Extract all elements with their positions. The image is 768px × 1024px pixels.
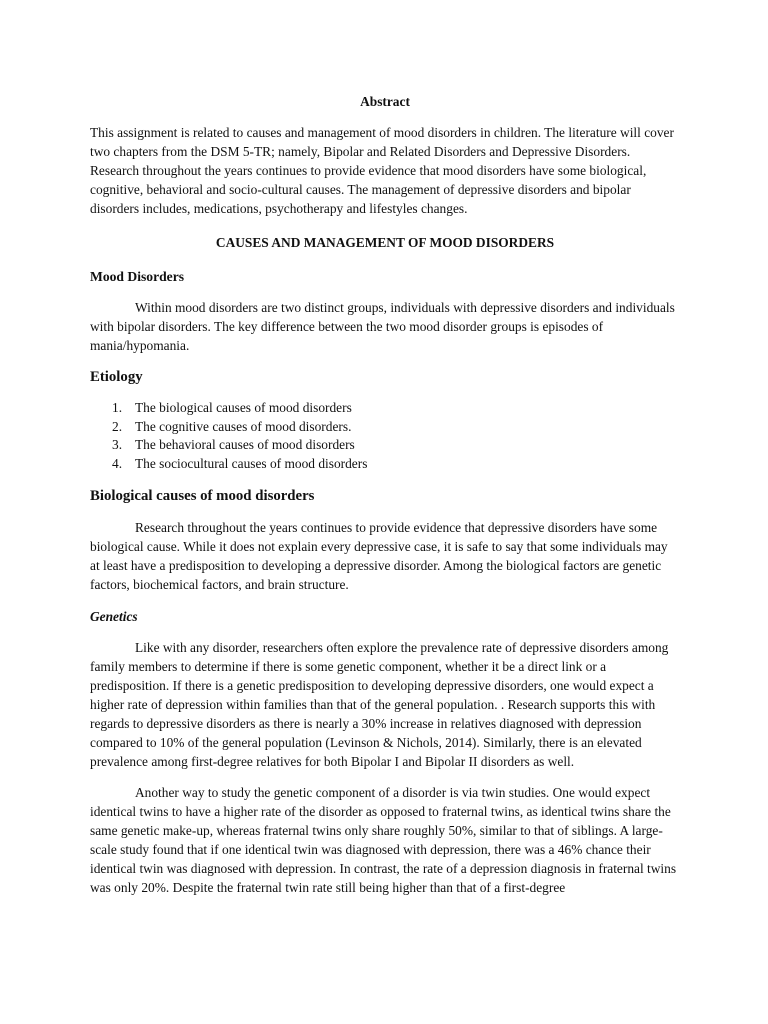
genetics-heading: Genetics — [90, 609, 138, 624]
list-item — [90, 418, 680, 437]
list-item-text: The cognitive causes of mood disorders. — [135, 418, 352, 434]
list-item — [90, 455, 680, 474]
list-item — [90, 436, 680, 455]
biological-heading: Biological causes of mood disorders — [90, 488, 315, 504]
etiology-list — [90, 399, 680, 473]
list-item-number: 4. — [112, 455, 123, 471]
list-item — [90, 399, 680, 418]
main-title: CAUSES AND MANAGEMENT OF MOOD DISORDERS — [215, 235, 555, 250]
list-item-text: The behavioral causes of mood disorders — [135, 437, 355, 452]
mood-disorders-heading: Mood Disorders — [90, 269, 185, 284]
document-body — [90, 92, 680, 897]
genetics-paragraph-1: Like with any disorder, researchers often explore the prevalence rate of depressive disorders among family members to determine if there is some genetic component, whether it be a direct link or a predisposition. If there is a genetic predisposition to developing depressive disorders, one would expect a higher rate of depression within families than that of the general population. . Research supports this with regards to depressive disorders as there is nearly a 30% increase in relatives diagnosed with depression compared to 10% of the general population (Levinson & Nichols, 2014). Similarly, there is an elevated prevalence among first-degree relatives for both Bipolar I and Bipolar II disorders as well. — [90, 640, 669, 769]
abstract-title: Abstract — [360, 94, 410, 109]
biological-text: Research throughout the years continues to provide evidence that depressive disorders have some biological cause. While it does not explain every depressive case, it is safe to say that some individuals may at least have a predisposition to developing a depressive disorder. Among the biological factors are genetic factors, biochemical factors, and brain structure. — [90, 520, 668, 592]
list-item-number: 3. — [112, 437, 123, 452]
list-item-text: The biological causes of mood disorders — [135, 400, 352, 415]
abstract-text: This assignment is related to causes and management of mood disorders in children. The literature will cover two chapters from the DSM 5-TR; namely, Bipolar and Related Disorders and Depressive Disorders. Research throughout the years continues to provide evidence that mood disorders have some biological, cognitive, behavioral and socio-cultural causes. The management of depressive disorders and bipolar disorders includes, medications, psychotherapy and lifestyles changes. — [90, 125, 674, 216]
list-item-text: The sociocultural causes of mood disorders — [135, 455, 368, 471]
mood-disorders-text: Within mood disorders are two distinct groups, individuals with depressive disorders and individuals with bipolar disorders. The key difference between the two mood disorder groups is episodes of mania/hypomania. — [90, 300, 675, 353]
list-item-number: 2. — [112, 418, 123, 434]
etiology-heading: Etiology — [90, 369, 143, 385]
genetics-paragraph-2: Another way to study the genetic component of a disorder is via twin studies. One would expect identical twins to have a higher rate of the disorder as opposed to fraternal twins, as identical twins share the same genetic make-up, whereas fraternal twins only share roughly 50%, similar to that of siblings. A large-scale study found that if one identical twin was diagnosed with depression, there was a 46% chance their identical twin was diagnosed with depression. In contrast, the rate of a depression diagnosis in fraternal twins was only 20%. Despite the fraternal twin rate still being higher than that of a first-degree — [90, 785, 677, 895]
list-item-number: 1. — [112, 400, 123, 415]
